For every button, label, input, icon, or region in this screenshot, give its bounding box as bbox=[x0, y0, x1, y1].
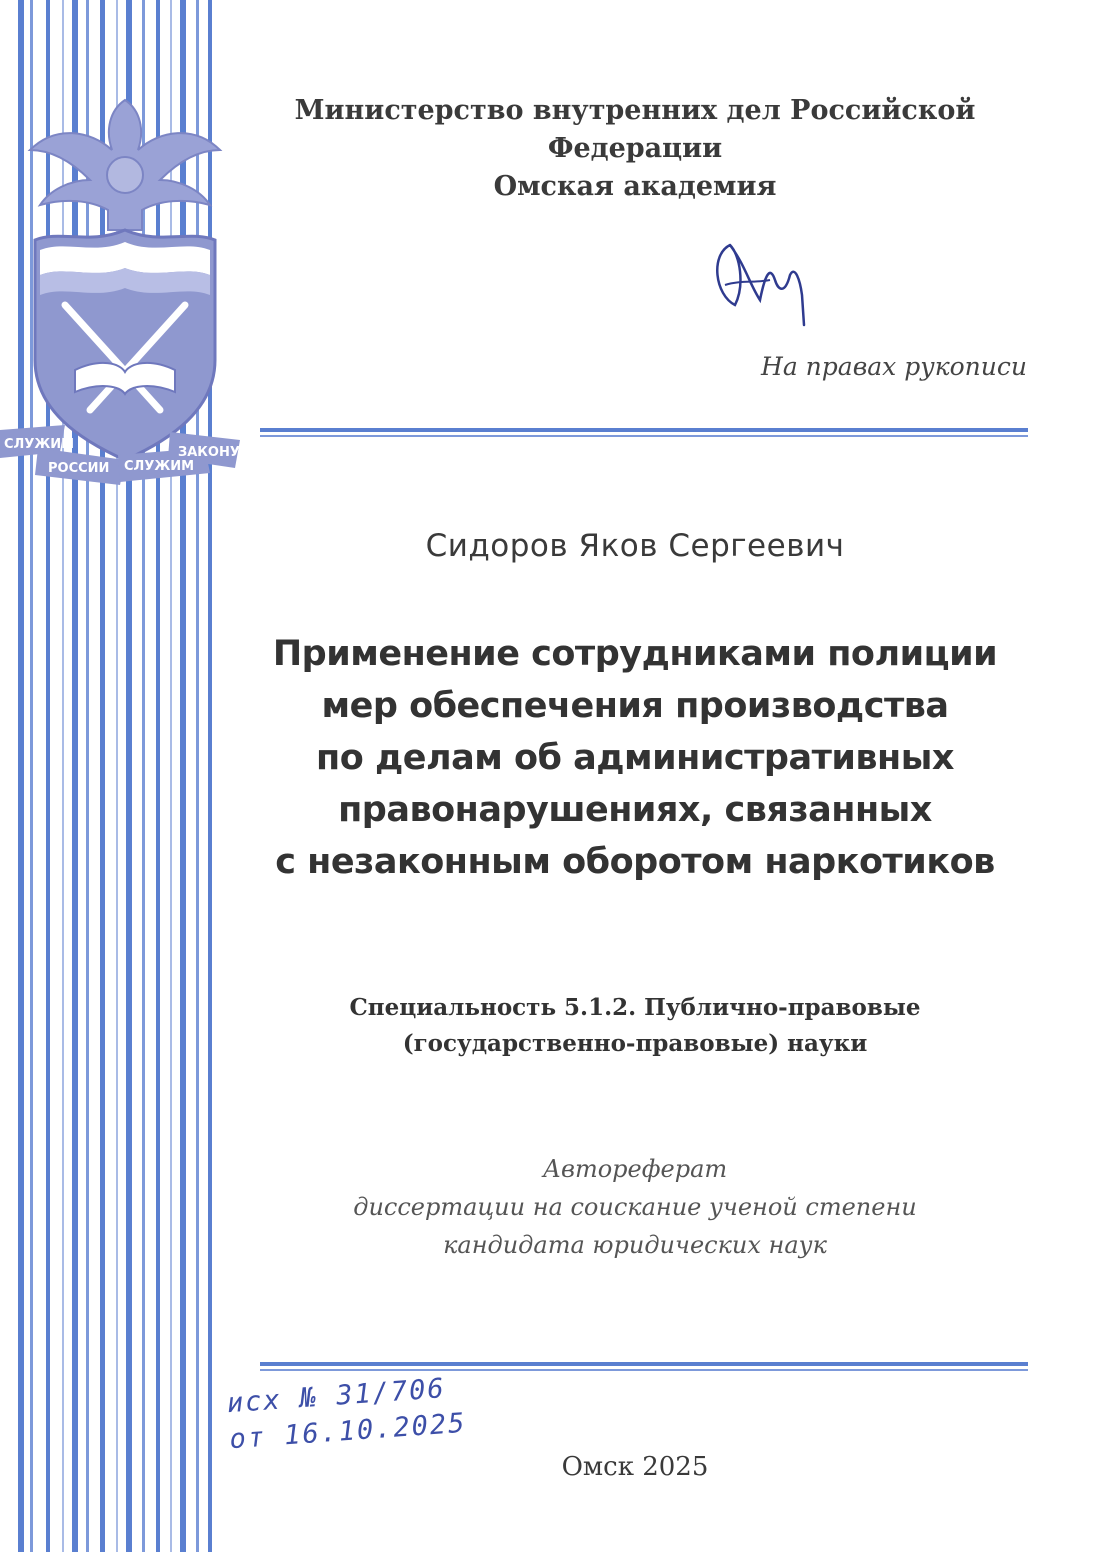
abstract-description bbox=[260, 1150, 1010, 1264]
city-year: Омск 2025 bbox=[561, 1452, 709, 1482]
handwritten-line: от 16.10.2025 bbox=[228, 1407, 468, 1456]
abstract-line: кандидата юридических наук bbox=[443, 1231, 827, 1259]
abstract-line: Автореферат bbox=[542, 1155, 728, 1183]
ribbon-text-left: СЛУЖИМ bbox=[4, 437, 75, 452]
title-line: мер обеспечения производства bbox=[321, 686, 949, 726]
title-line: правонарушениях, связанных bbox=[338, 790, 932, 830]
title-line: с незаконным оборотом наркотиков bbox=[275, 842, 995, 882]
manuscript-note: На правах рукописи bbox=[761, 352, 1027, 381]
author-name: Сидоров Яков Сергеевич bbox=[425, 528, 845, 564]
academy-name: Омская академия bbox=[493, 171, 777, 202]
academy-emblem bbox=[0, 80, 250, 490]
specialty-line: (государственно-правовые) науки bbox=[402, 1030, 868, 1057]
ribbon-text-right: ЗАКОНУ bbox=[178, 445, 240, 460]
specialty-line: Специальность 5.1.2. Публично-правовые bbox=[349, 994, 921, 1021]
top-divider bbox=[260, 428, 1028, 437]
dissertation-title bbox=[260, 628, 1010, 888]
ministry-name: Министерство внутренних дел Российской Федерации bbox=[294, 95, 976, 164]
abstract-line: диссертации на соискание ученой степени bbox=[353, 1193, 917, 1221]
bottom-divider bbox=[260, 1362, 1028, 1371]
specialty bbox=[260, 990, 1010, 1062]
title-line: по делам об административных bbox=[316, 738, 954, 778]
handwritten-line: исх № 31/706 bbox=[225, 1373, 447, 1420]
ribbon-text-middle-2: СЛУЖИМ bbox=[124, 459, 195, 474]
ribbon-text-middle-1: РОССИИ bbox=[48, 461, 110, 476]
title-line: Применение сотрудниками полиции bbox=[272, 634, 998, 674]
handwritten-signature bbox=[700, 225, 840, 345]
handwritten-registration-note bbox=[226, 1370, 468, 1458]
document-header bbox=[260, 92, 1010, 206]
